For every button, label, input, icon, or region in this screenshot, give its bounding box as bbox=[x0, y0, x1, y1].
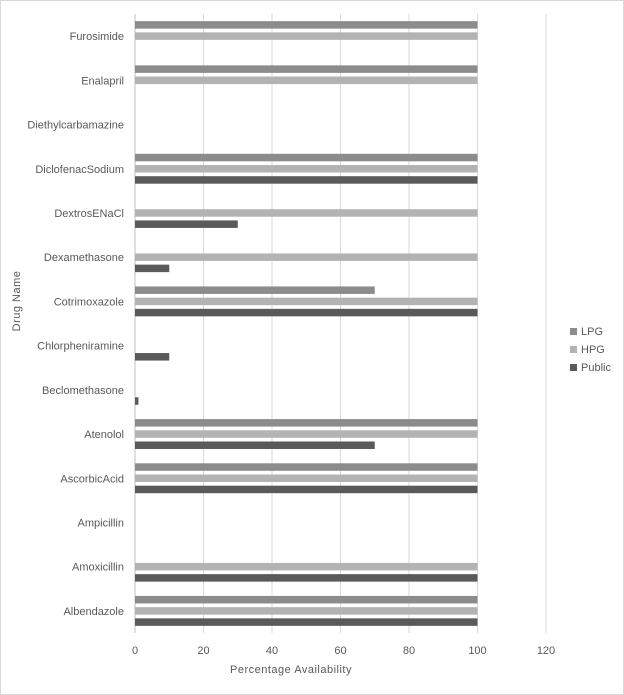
bar-hpg-albendazole bbox=[135, 607, 478, 615]
x-axis-title: Percentage Availability bbox=[230, 664, 352, 676]
x-tick-40: 40 bbox=[265, 645, 279, 657]
category-label: Beclomethasone bbox=[42, 384, 124, 397]
bar-public-beclomethasone bbox=[135, 397, 138, 405]
category-label: Albendazole bbox=[63, 605, 124, 618]
bar-hpg-furosimide bbox=[135, 32, 478, 40]
category-label: Enalapril bbox=[81, 75, 124, 88]
category-label: Cotrimoxazole bbox=[53, 296, 124, 309]
category-label: Atenolol bbox=[84, 429, 124, 442]
bar-public-amoxicillin bbox=[135, 574, 478, 582]
bar-lpg-atenolol bbox=[135, 419, 478, 427]
category-label: Furosimide bbox=[69, 31, 124, 44]
x-tick-60: 60 bbox=[334, 645, 347, 657]
bar-lpg-cotrimoxazole bbox=[135, 286, 375, 294]
x-tick-80: 80 bbox=[402, 645, 416, 657]
bar-public-ascorbicacid bbox=[135, 486, 478, 494]
bar-lpg-ascorbicacid bbox=[135, 463, 478, 471]
bar-public-chlorpheniramine bbox=[135, 353, 169, 361]
y-axis-title: Drug Name bbox=[11, 270, 23, 332]
bar-public-diclofenacsodium bbox=[135, 176, 478, 184]
bar-lpg-enalapril bbox=[135, 65, 478, 73]
bar-hpg-dextrosenacl bbox=[135, 209, 478, 217]
bar-lpg-albendazole bbox=[135, 596, 478, 604]
bar-hpg-ascorbicacid bbox=[135, 475, 478, 483]
bar-hpg-diclofenacsodium bbox=[135, 165, 478, 173]
category-label: DextrosENaCl bbox=[54, 207, 124, 220]
bars bbox=[135, 21, 478, 626]
x-tick-labels bbox=[132, 645, 555, 657]
gridlines bbox=[135, 14, 546, 633]
legend-label-lpg: LPG bbox=[581, 326, 604, 338]
chart-svg bbox=[1, 1, 623, 694]
legend-swatch-hpg bbox=[570, 346, 577, 353]
bar-lpg-diclofenacsodium bbox=[135, 154, 478, 162]
category-label: Ampicillin bbox=[77, 517, 124, 530]
legend-label-public: Public bbox=[581, 362, 611, 374]
bar-public-dexamethasone bbox=[135, 265, 169, 273]
category-label: Amoxicillin bbox=[72, 561, 124, 574]
category-label: AscorbicAcid bbox=[60, 473, 124, 486]
legend-swatch-lpg bbox=[570, 328, 577, 335]
bar-hpg-amoxicillin bbox=[135, 563, 478, 571]
x-tick-100: 100 bbox=[468, 645, 487, 657]
category-label: Chlorpheniramine bbox=[37, 340, 124, 353]
category-label: DiclofenacSodium bbox=[35, 163, 124, 176]
bar-public-atenolol bbox=[135, 441, 375, 449]
y-category-labels bbox=[27, 31, 124, 618]
legend-label-hpg: HPG bbox=[581, 344, 605, 356]
bar-hpg-dexamethasone bbox=[135, 253, 478, 261]
x-tick-20: 20 bbox=[197, 645, 210, 657]
x-tick-120: 120 bbox=[536, 645, 556, 657]
category-label: Dexamethasone bbox=[43, 252, 124, 265]
bar-lpg-furosimide bbox=[135, 21, 478, 29]
legend-swatch-public bbox=[570, 364, 577, 371]
bar-hpg-enalapril bbox=[135, 77, 478, 85]
bar-hpg-atenolol bbox=[135, 430, 478, 438]
legend bbox=[570, 326, 611, 374]
x-tick-0: 0 bbox=[131, 645, 139, 657]
bar-hpg-cotrimoxazole bbox=[135, 298, 478, 306]
bar-public-dextrosenacl bbox=[135, 220, 238, 228]
bar-public-cotrimoxazole bbox=[135, 309, 478, 317]
category-label: Diethylcarbamazine bbox=[27, 119, 124, 132]
bar-public-albendazole bbox=[135, 618, 478, 626]
